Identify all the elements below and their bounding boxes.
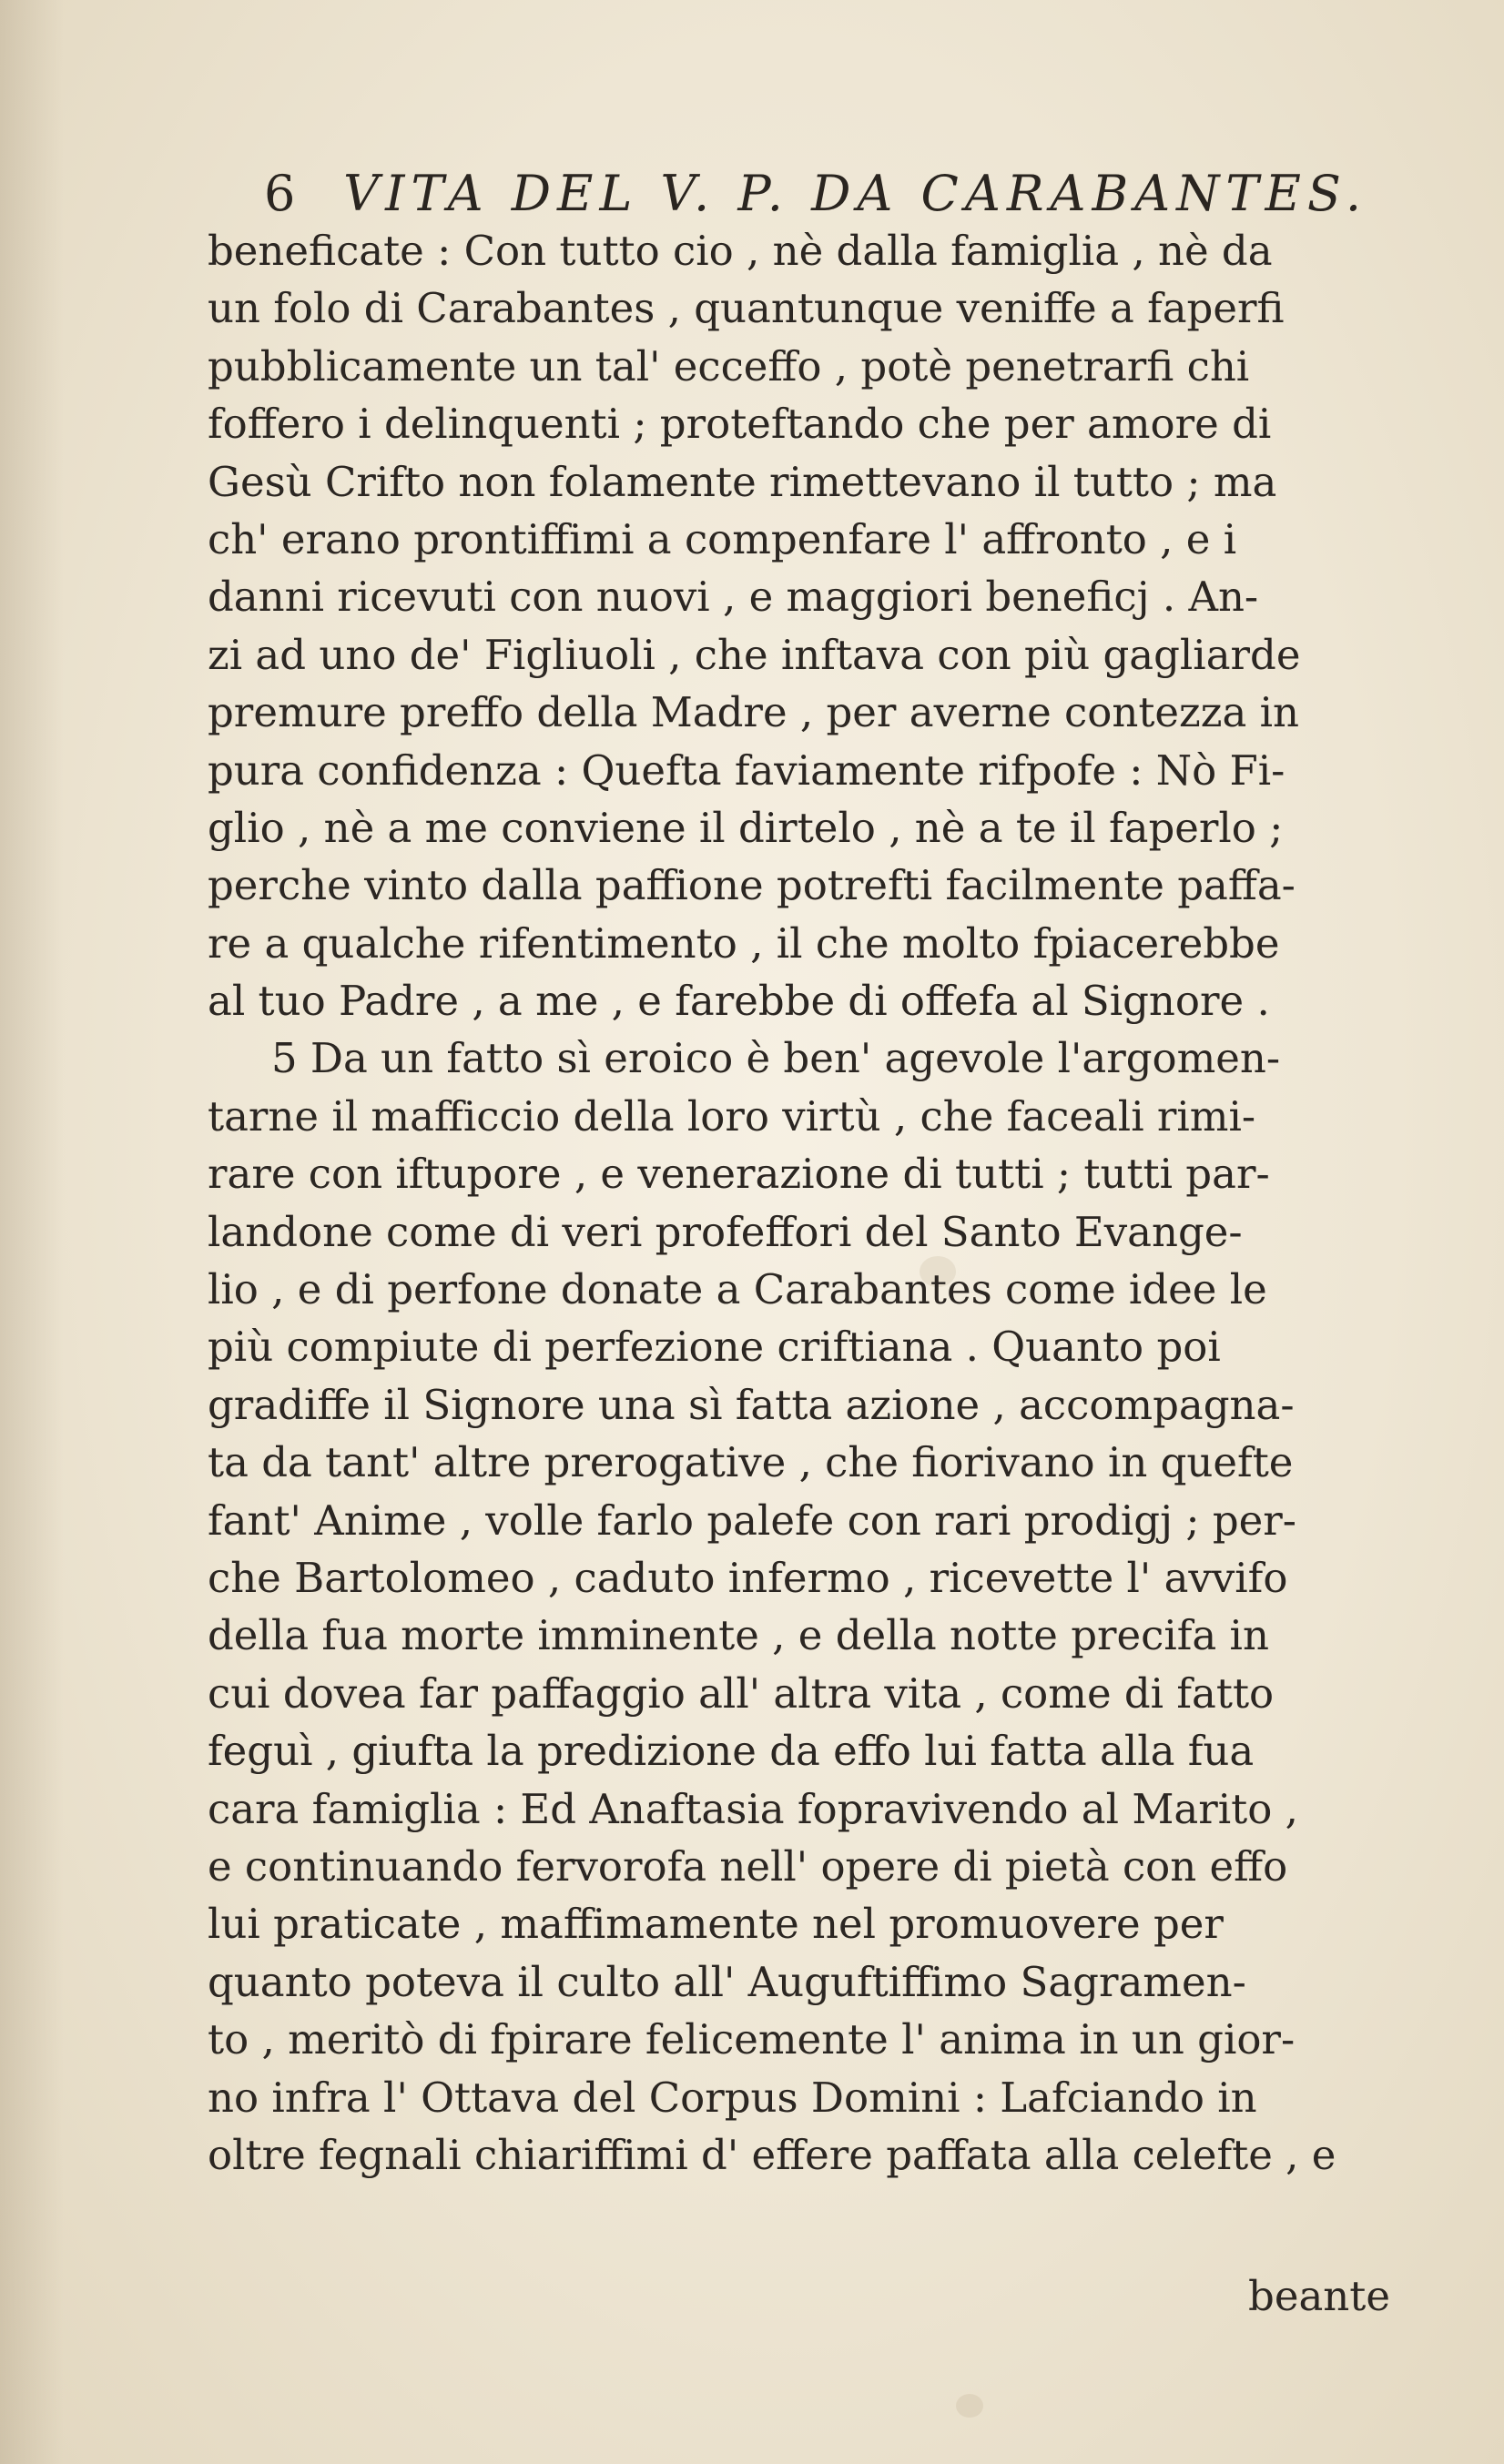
text-line: della fua morte imminente , e della notte precifa in: [208, 1611, 1269, 1660]
text-line: ta da tant' altre prerogative , che fiorivano in quefte: [208, 1438, 1294, 1487]
text-line: perche vinto dalla paffione potrefti facilmente paffa-: [208, 861, 1296, 910]
text-line: un folo di Carabantes , quantunque veniffe a faperfi: [208, 284, 1285, 333]
text-line: cara famiglia : Ed Anaftasia fopravivendo al Marito ,: [208, 1784, 1298, 1833]
gutter-shadow: [0, 0, 64, 2464]
text-line: zi ad uno de' Figliuoli , che inftava con più gagliarde: [208, 630, 1301, 679]
text-line: fant' Anime , volle farlo palefe con rari prodigj ; per-: [208, 1496, 1296, 1545]
text-line: e continuando fervorofa nell' opere di pietà con effo: [208, 1841, 1288, 1891]
text-line: ch' erano prontiffimi a compenfare l' affronto , e i: [208, 514, 1237, 563]
text-line: pubblicamente un tal' ecceffo , potè penetrarfi chi: [208, 341, 1250, 390]
text-line: lio , e di perfone donate a Carabantes come idee le: [208, 1265, 1267, 1314]
paragraph-start-line: 5 Da un fatto sì eroico è ben' agevole l'argomen-: [271, 1034, 1281, 1083]
running-title: VITA DEL V. P. DA CARABANTES.: [343, 165, 1368, 222]
text-line: beneficate : Con tutto cio , nè dalla famiglia , nè da: [208, 227, 1273, 275]
text-line: premure preffo della Madre , per averne contezza in: [208, 688, 1299, 737]
text-line: oltre fegnali chiariffimi d' effere paffata alla celefte , e: [208, 2130, 1336, 2179]
catchword: beante: [1248, 2272, 1390, 2320]
text-line: quanto poteva il culto all' Auguftiffimo Sagramen-: [208, 1957, 1246, 2006]
text-line: feguì , giufta la predizione da effo lui fatta alla fua: [208, 1727, 1255, 1776]
foxing-spot: [956, 2394, 983, 2418]
text-line: al tuo Padre , a me , e farebbe di offefa al Signore .: [208, 977, 1270, 1026]
text-line: pura confidenza : Quefta faviamente rifpofe : Nò Fi-: [208, 745, 1286, 795]
text-line: glio , nè a me conviene il dirtelo , nè a te il faperlo ;: [208, 803, 1284, 852]
text-line: foffero i delinquenti ; proteftando che per amore di: [208, 400, 1272, 449]
text-line: più compiute di perfezione criftiana . Quanto poi: [208, 1323, 1221, 1372]
text-line: gradiffe il Signore una sì fatta azione , accompagna-: [208, 1380, 1295, 1429]
text-line: lui praticate , maffimamente nel promuovere per: [208, 1900, 1224, 1949]
text-line: danni ricevuti con nuovi , e maggiori beneficj . An-: [208, 573, 1259, 622]
text-line: no infra l' Ottava del Corpus Domini : Lafciando in: [208, 2073, 1257, 2122]
body-text: [208, 222, 1446, 2184]
text-line: Gesù Crifto non folamente rimettevano il tutto ; ma: [208, 457, 1277, 506]
text-line: cui dovea far paffaggio all' altra vita , come di fatto: [208, 1668, 1275, 1718]
text-line: landone come di veri profeffori del Santo Evange-: [208, 1207, 1243, 1256]
text-line: tarne il mafficcio della loro virtù , che faceali rimi-: [208, 1091, 1256, 1141]
text-line: re a qualche rifentimento , il che molto fpiacerebbe: [208, 918, 1280, 968]
text-line: rare con iftupore , e venerazione di tutti ; tutti par-: [208, 1150, 1270, 1199]
running-head: [264, 162, 1448, 226]
text-line: che Bartolomeo , caduto infermo , ricevette l' avvifo: [208, 1553, 1288, 1602]
text-line: to , meritò di fpirare felicemente l' anima in un gior-: [208, 2015, 1296, 2064]
page-number: 6: [264, 165, 296, 222]
